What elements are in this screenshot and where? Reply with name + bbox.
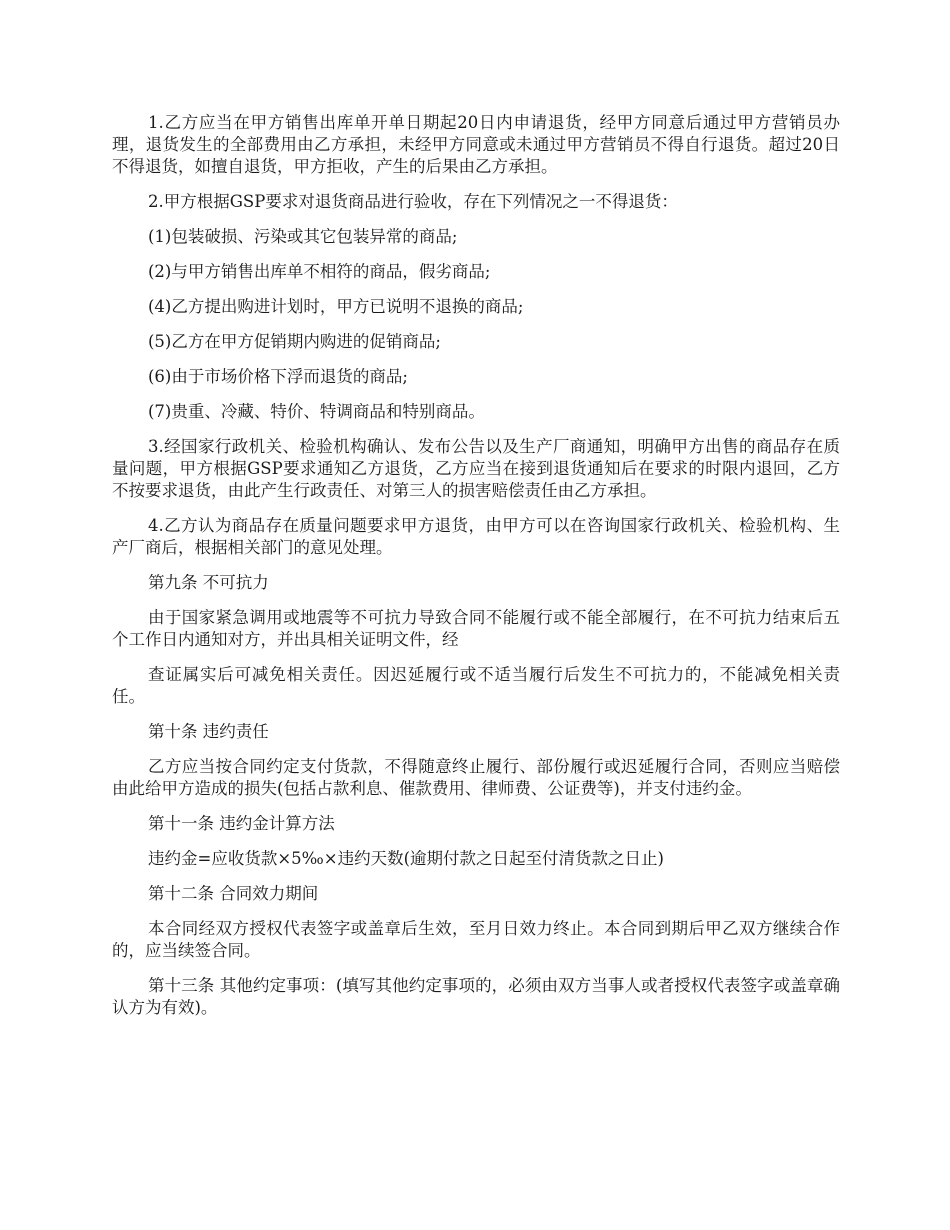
clause-quality-recall: 3.经国家行政机关、检验机构确认、发布公告以及生产厂商通知，明确甲方出售的商品存在质量问题，甲方根据GSP要求通知乙方退货，乙方应当在接到退货通知后在要求的时限内退回，乙方不按要求退货，由此产生行政责任、对第三人的损害赔偿责任由乙方承担。	[112, 437, 840, 500]
clause-return-deadline: 1.乙方应当在甲方销售出库单开单日期起20日内申请退货，经甲方同意后通过甲方营销员办理，退货发生的全部费用由乙方承担，未经甲方同意或未通过甲方营销员不得自行退货。超过20日不得退货，如擅自退货，甲方拒收，产生的后果由乙方承担。	[112, 113, 840, 176]
list-item: (7)贵重、冷藏、特价、特调商品和特别商品。	[148, 402, 485, 421]
article-heading: 第十一条 违约金计算方法	[148, 814, 335, 833]
clause-other-matters: 第十三条 其他约定事项：(填写其他约定事项的，必须由双方当事人或者授权代表签字或盖章确认方为有效)。	[112, 976, 840, 1017]
clause-gsp-inspection: 2.甲方根据GSP要求对退货商品进行验收，存在下列情况之一不得退货：	[148, 192, 678, 211]
article-heading: 第九条 不可抗力	[148, 573, 269, 592]
clause-penalty-formula: 违约金=应收货款×5‰×违约天数(逾期付款之日起至付清货款之日止)	[148, 849, 664, 868]
document-body	[112, 112, 840, 1032]
list-item: (1)包装破损、污染或其它包装异常的商品;	[148, 227, 458, 246]
clause-force-majeure-continued: 查证属实后可减免相关责任。因迟延履行或不适当履行后发生不可抗力的，不能减免相关责任。	[112, 665, 840, 706]
list-item: (4)乙方提出购进计划时，甲方已说明不退换的商品;	[148, 297, 524, 316]
article-heading: 第十条 违约责任	[148, 722, 269, 741]
clause-validity-period: 本合同经双方授权代表签字或盖章后生效，至月日效力终止。本合同到期后甲乙双方继续合作的，应当续签合同。	[112, 919, 840, 960]
list-item: (5)乙方在甲方促销期内购进的促销商品;	[148, 332, 441, 351]
clause-quality-claim: 4.乙方认为商品存在质量问题要求甲方退货，由甲方可以在咨询国家行政机关、检验机构、生产厂商后，根据相关部门的意见处理。	[112, 516, 840, 557]
article-heading: 第十二条 合同效力期间	[148, 884, 319, 903]
clause-breach-liability: 乙方应当按合同约定支付货款，不得随意终止履行、部份履行或迟延履行合同，否则应当赔偿由此给甲方造成的损失(包括占款利息、催款费用、律师费、公证费等)，并支付违约金。	[112, 757, 840, 798]
list-item: (2)与甲方销售出库单不相符的商品，假劣商品;	[148, 262, 491, 281]
clause-force-majeure: 由于国家紧急调用或地震等不可抗力导致合同不能履行或不能全部履行，在不可抗力结束后五个工作日内通知对方，并出具相关证明文件，经	[112, 608, 840, 649]
list-item: (6)由于市场价格下浮而退货的商品;	[148, 367, 408, 386]
